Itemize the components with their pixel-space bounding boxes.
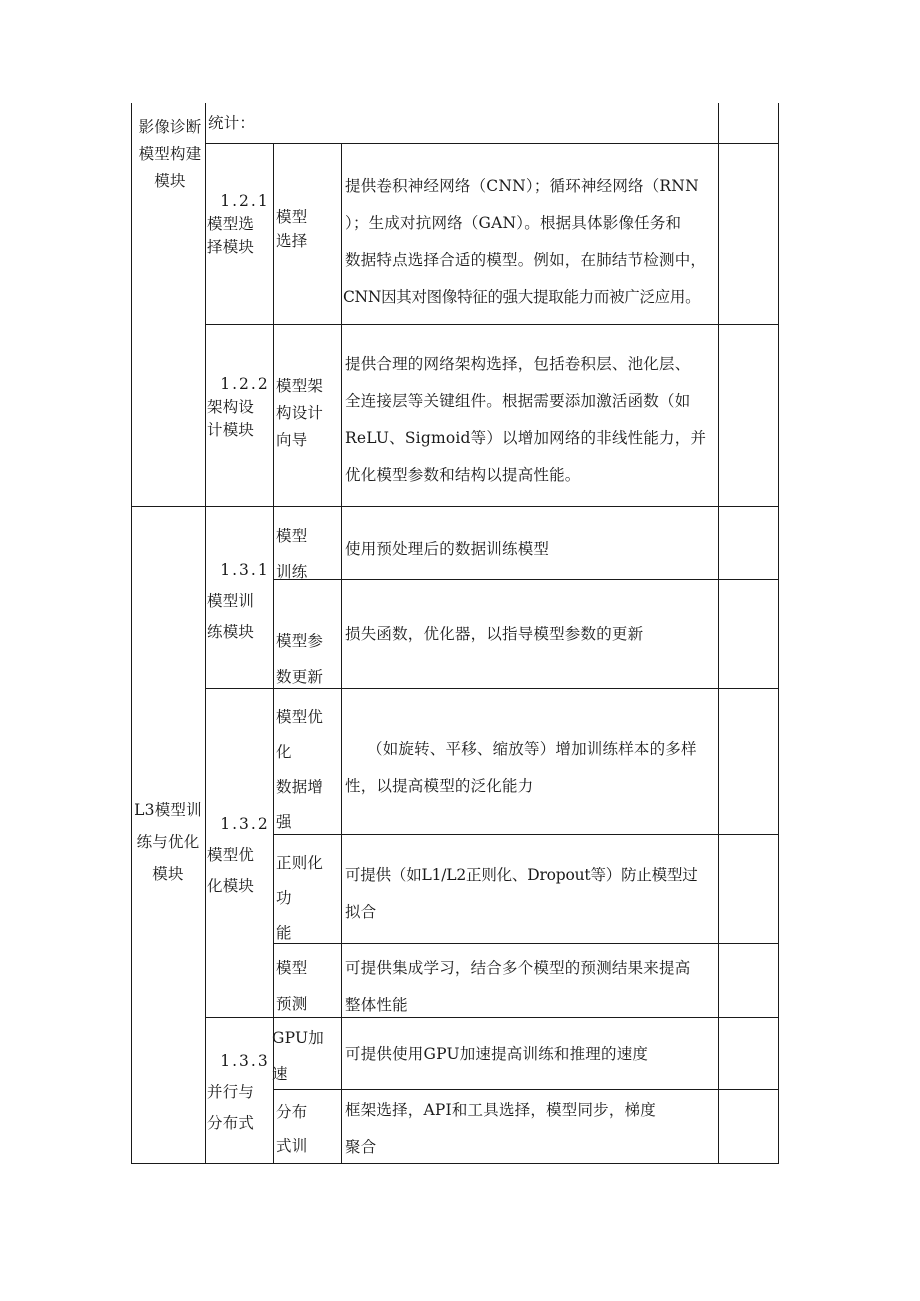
function-model-selection bbox=[276, 205, 340, 253]
function-regularization bbox=[276, 846, 340, 951]
col-divider bbox=[205, 103, 206, 1164]
row-divider bbox=[273, 1089, 779, 1090]
function-distributed-training bbox=[276, 1095, 340, 1163]
cell-line: 向导 bbox=[276, 431, 308, 449]
cell-line: 提供合理的网络架构选择，包括卷积层、池化层、 bbox=[345, 355, 691, 373]
cell-line: 性，以提高模型的泛化能力 bbox=[345, 777, 534, 795]
cell-line: 强 bbox=[276, 813, 292, 831]
cell-line: 拟合 bbox=[345, 903, 377, 921]
description-distributed-training bbox=[345, 1092, 717, 1166]
cell-line: 可提供集成学习，结合多个模型的预测结果来提高 bbox=[345, 959, 691, 977]
submodule-1-3-1 bbox=[207, 555, 273, 648]
cell-line: 预测 bbox=[276, 995, 308, 1013]
cell-line: 化 bbox=[276, 743, 292, 761]
cell-line: ）；生成对抗网络（GAN）。根据具体影像任务和 bbox=[345, 214, 682, 232]
cell-line: GPU加 bbox=[272, 1029, 324, 1047]
cell-line: 框架选择，API和工具选择，模型同步，梯度 bbox=[345, 1101, 656, 1119]
stats-label: 统计： bbox=[208, 114, 256, 132]
function-data-augmentation bbox=[276, 700, 340, 840]
cell-line: 模型优 bbox=[276, 708, 324, 726]
description-1-3-1-training: 使用预处理后的数据训练模型 bbox=[345, 540, 550, 558]
description-model-prediction bbox=[345, 950, 717, 1024]
cell-line: 模型训 bbox=[207, 592, 255, 610]
col-divider bbox=[273, 143, 274, 1164]
submodule-1-3-3 bbox=[207, 1046, 273, 1139]
col-divider bbox=[718, 103, 719, 1164]
submodule-1-3-2 bbox=[207, 809, 273, 902]
cell-line: ReLU、Sigmoid等）以增加网络的非线性能力，并 bbox=[345, 429, 707, 447]
submodule-number: 1.2.1 bbox=[220, 192, 270, 210]
description-1-2-2 bbox=[345, 346, 717, 494]
row-divider bbox=[273, 943, 779, 944]
submodule-number: 1.2.2 bbox=[220, 375, 270, 393]
row-divider bbox=[273, 579, 779, 580]
cell-line: 分布式 bbox=[207, 1114, 255, 1132]
submodule-1-2-1 bbox=[207, 190, 273, 259]
function-model-training bbox=[276, 518, 340, 590]
cell-line: 化模块 bbox=[207, 877, 255, 895]
cell-line: 练与优化 bbox=[136, 833, 200, 851]
submodule-1-2-2 bbox=[207, 373, 273, 442]
description-1-2-1 bbox=[345, 168, 717, 316]
description-1-3-1-update: 损失函数，优化器，以指导模型参数的更新 bbox=[345, 625, 644, 643]
function-model-prediction bbox=[276, 950, 340, 1022]
description-regularization bbox=[345, 857, 717, 931]
cell-line: （如旋转、平移、缩放等）增加训练样本的多样 bbox=[367, 740, 697, 758]
cell-line: 正则化 bbox=[276, 854, 324, 872]
cell-line: CNN因其对图像特征的强大提取能力而被广泛应用。 bbox=[343, 288, 701, 306]
cell-line: 练模块 bbox=[207, 623, 255, 641]
cell-line: 训练 bbox=[276, 563, 308, 581]
row-divider bbox=[131, 506, 779, 507]
row-divider bbox=[273, 834, 779, 835]
function-architecture-wizard bbox=[276, 373, 340, 454]
cell-line: 数据增 bbox=[276, 778, 324, 796]
function-gpu-acceleration bbox=[272, 1020, 336, 1092]
cell-line: 全连接层等关键组件。根据需要添加激活函数（如 bbox=[345, 392, 691, 410]
cell-line: 提供卷积神经网络（CNN）；循环神经网络（RNN bbox=[345, 177, 699, 195]
cell-line: 功 bbox=[276, 889, 292, 907]
cell-line: 架构设 bbox=[207, 398, 255, 416]
cell-line: 能 bbox=[276, 924, 292, 942]
cell-line: 整体性能 bbox=[345, 996, 408, 1014]
cell-line: 并行与 bbox=[207, 1083, 255, 1101]
cell-line: 影像诊断 bbox=[138, 118, 202, 136]
cell-line: 式训 bbox=[276, 1137, 308, 1155]
cell-line: 构设计 bbox=[276, 404, 324, 422]
description-data-augmentation bbox=[345, 731, 717, 805]
cell-line: 聚合 bbox=[345, 1138, 377, 1156]
cell-line: 速 bbox=[272, 1065, 288, 1083]
cell-line: 可提供（如L1/L2正则化、Dropout等）防止模型过 bbox=[345, 866, 698, 884]
row-divider bbox=[205, 324, 779, 325]
cell-line: 模块 bbox=[154, 172, 186, 190]
table-border-right bbox=[778, 103, 779, 1164]
cell-line: 模型选 bbox=[207, 215, 255, 233]
cell-line: 模型构建 bbox=[138, 145, 202, 163]
cell-line: 优化模型参数和结构以提高性能。 bbox=[345, 466, 581, 484]
module-name-l2 bbox=[134, 114, 206, 195]
cell-line: 模型 bbox=[276, 527, 308, 545]
table-border-left bbox=[131, 103, 132, 1164]
module-name-l3 bbox=[132, 794, 204, 890]
cell-line: 数据特点选择合适的模型。例如，在肺结节检测中， bbox=[345, 251, 707, 269]
cell-line: 模块 bbox=[152, 865, 184, 883]
submodule-number: 1.3.2 bbox=[220, 815, 270, 833]
cell-line: L3模型训 bbox=[134, 801, 202, 819]
row-divider bbox=[205, 143, 779, 144]
cell-line: 模型 bbox=[276, 959, 308, 977]
description-gpu-acceleration: 可提供使用GPU加速提高训练和推理的速度 bbox=[345, 1045, 649, 1063]
cell-line: 选择 bbox=[276, 232, 308, 250]
cell-line: 择模块 bbox=[207, 238, 255, 256]
cell-line: 模型优 bbox=[207, 846, 255, 864]
cell-line: 数更新 bbox=[276, 668, 324, 686]
col-divider bbox=[341, 143, 342, 1164]
cell-line: 模型参 bbox=[276, 632, 324, 650]
cell-line: 模型架 bbox=[276, 377, 324, 395]
submodule-number: 1.3.1 bbox=[220, 561, 270, 579]
function-parameter-update bbox=[276, 623, 340, 695]
cell-line: 计模块 bbox=[207, 421, 255, 439]
cell-line: 模型 bbox=[276, 208, 308, 226]
cell-line: 分布 bbox=[276, 1103, 308, 1121]
submodule-number: 1.3.3 bbox=[220, 1052, 270, 1070]
